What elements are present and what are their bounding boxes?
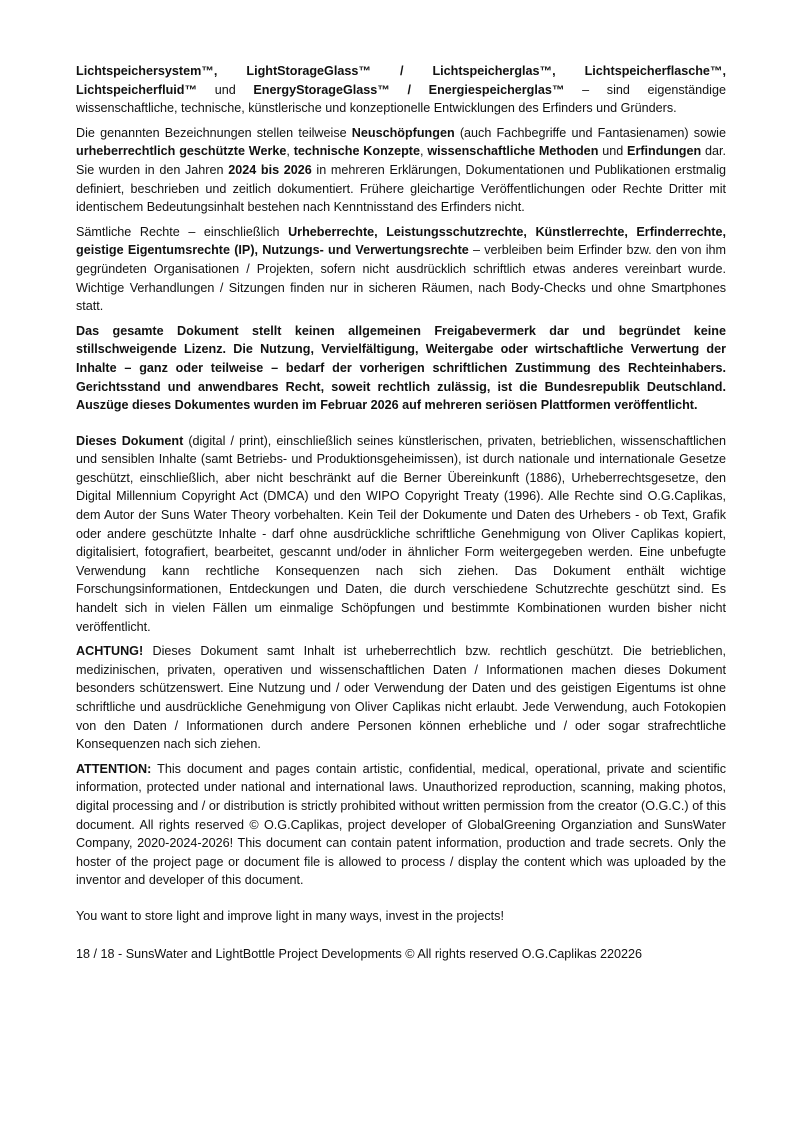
bold-text-segment: Neuschöpfungen: [351, 125, 455, 140]
text-segment: dar. Sie wurden in den Jahren: [76, 144, 727, 177]
bold-text-segment: ATTENTION:: [76, 761, 152, 776]
text-segment: in mehreren Erklärungen, Dokumentationen und Publikationen erstmalig definiert, beschrieben und zeitlich dokumentiert. Frühere gleichartige Veröffentlichungen oder Rechte Dritter mit identischem Bedeutungsinhalt bestehen nach Kenntnisstand des Erfinders nicht.: [76, 162, 726, 215]
text-segment: ,: [419, 144, 428, 159]
license-notice-paragraph: Das gesamte Dokument stellt keinen allgemeinen Freigabevermerk dar und begründet keine stillschweigende Lizenz. Die Nutzung, Vervielfältigung, Weitergabe oder wirtschaftliche Verwertung der Inhalte – ganz oder teilweise – bedarf der vorherigen schriftlichen Zustimmung des Rechteinhabers. Gerichtsstand und anwendbares Recht, soweit rechtlich zulässig, ist die Bundesrepublik Deutschland. Auszüge dieses Dokumentes wurden im Februar 2026 auf mehreren seriösen Plattformen veröffentlicht.: [76, 323, 726, 413]
text-segment: (auch Fachbegriffe und Fantasienamen) sowie: [454, 125, 726, 140]
document-page: [76, 62, 726, 963]
trademark-paragraph: [76, 62, 726, 118]
attention-paragraph: [76, 760, 726, 890]
bold-text-segment: 2024 bis 2026: [228, 162, 312, 177]
bold-text-segment: Erfindungen: [627, 144, 702, 159]
bold-text-segment: Dieses Dokument: [76, 433, 184, 448]
text-segment: – verbleiben beim Erfinder bzw. den von ihm gegründeten Organisationen / Projekten, sofern nicht ausdrücklich schriftlich etwas anderes vereinbart wurde. Wichtige Verhandlungen / Sitzungen finden nur in sicheren Räumen, nach Body-Checks und ohne Smartphones statt.: [76, 243, 726, 314]
bold-text-segment: Urheberrechte, Leistungsschutzrechte, Künstlerrechte, Erfinderrechte, geistige Eigentumsrechte (IP), Nutzungs- und Verwertungsrechte: [76, 224, 726, 258]
text-segment: – sind eigenständige wissenschaftliche, technische, künstlerische und konzeptionelle Entwicklungen des Erfinders und Gründers.: [76, 82, 726, 116]
text-segment: und: [598, 144, 628, 159]
text-segment: Sämtliche Rechte – einschließlich: [76, 224, 289, 239]
bold-text-segment: urheberrechtlich geschützte Werke: [76, 144, 287, 159]
bold-text-segment: wissenschaftliche Methoden: [427, 144, 599, 159]
achtung-paragraph: [76, 642, 726, 754]
bold-text-segment: ACHTUNG!: [76, 644, 144, 659]
invest-call-paragraph: You want to store light and improve light in many ways, invest in the projects!: [76, 908, 504, 923]
document-copyright-paragraph: [76, 432, 726, 637]
text-segment: ,: [286, 144, 294, 159]
terms-paragraph: [76, 124, 726, 217]
page-footer: 18 / 18 - SunsWater and LightBottle Project Developments © All rights reserved O.G.Caplikas 220226: [76, 946, 643, 961]
bold-text-segment: EnergyStorageGlass™ / Energiespeicherglas™: [253, 82, 565, 97]
text-segment: This document and pages contain artistic, confidential, medical, operational, private and scientific information, protected under national and international laws. Unauthorized reproduction, scanning, making photos, digital processing and / or distribution is strictly prohibited without written permission from the creator (O.G.C.) of this document. All rights reserved © O.G.Caplikas, project developer of GlobalGreening Organziation and SunsWater Company, 2020-2024-2026! This document can contain patent information, production and trade secrets. Only the hoster of the project page or document file is allowed to process / display the content which was uploaded by the inventor and developer of this document.: [76, 761, 726, 888]
text-segment: und: [197, 82, 254, 97]
rights-paragraph: [76, 223, 726, 316]
bold-text-segment: technische Konzepte: [293, 144, 420, 159]
text-segment: Dieses Dokument samt Inhalt ist urheberrechtlich bzw. rechtlich geschützt. Die betrieblichen, medizinischen, privaten, operativen und wissenschaftlichen Daten / Informationen machen dieses Dokument besonders schützenswert. Eine Nutzung und / oder Verwendung der Daten und des geistigen Eigentums ist ohne schriftliche und ausdrückliche Genehmigung von Oliver Caplikas nicht erlaubt. Jede Verwendung, auch Fotokopien von den Daten / Informationen durch andere Personen können erhebliche und / oder sogar strafrechtliche Konsequenzen nach sich ziehen.: [76, 644, 726, 752]
text-segment: (digital / print), einschließlich seines künstlerischen, privaten, betrieblichen, wissenschaftlichen und sensiblen Inhalte (samt Betriebs- und Produktionsgeheimissen), ist durch nationale und internationale Gesetze geschützt, einschließlich, aber nicht beschränkt auf die Berner Übereinkunft (1886), Urheberrechtsgesetze, den Digital Millennium Copyright Act (DMCA) und den WIPO Copyright Treaty (1996). Alle Rechte sind O.G.Caplikas, dem Autor der Suns Water Theory vorbehalten. Kein Teil der Dokumente und Daten des Urhebers - ob Text, Grafik oder andere geschützte Inhalte - darf ohne ausdrückliche schriftliche Genehmigung von Oliver Caplikas kopiert, digitalisiert, fotografiert, bearbeitet, gescannt und/oder in ähnlicher Form weitergegeben werden. Eine unbefugte Verwendung kann rechtliche Konsequenzen nach sich ziehen. Das Dokument enthält wichtige Forschungsinformationen, Entdeckungen und Daten, die durch verschiedene Schutzrechte geschützt sind. Es handelt sich in vielen Fällen um einmalige Schöpfungen und bestimmte Kombinationen wurden bisher nicht veröffentlicht.: [76, 433, 726, 634]
text-segment: Die genannten Bezeichnungen stellen teilweise: [76, 125, 352, 140]
bold-text-segment: Lichtspeichersystem™, LightStorageGlass™ / Lichtspeicherglas™, Lichtspeicherflasche™, Lichtspeicherfluid™: [76, 64, 726, 97]
